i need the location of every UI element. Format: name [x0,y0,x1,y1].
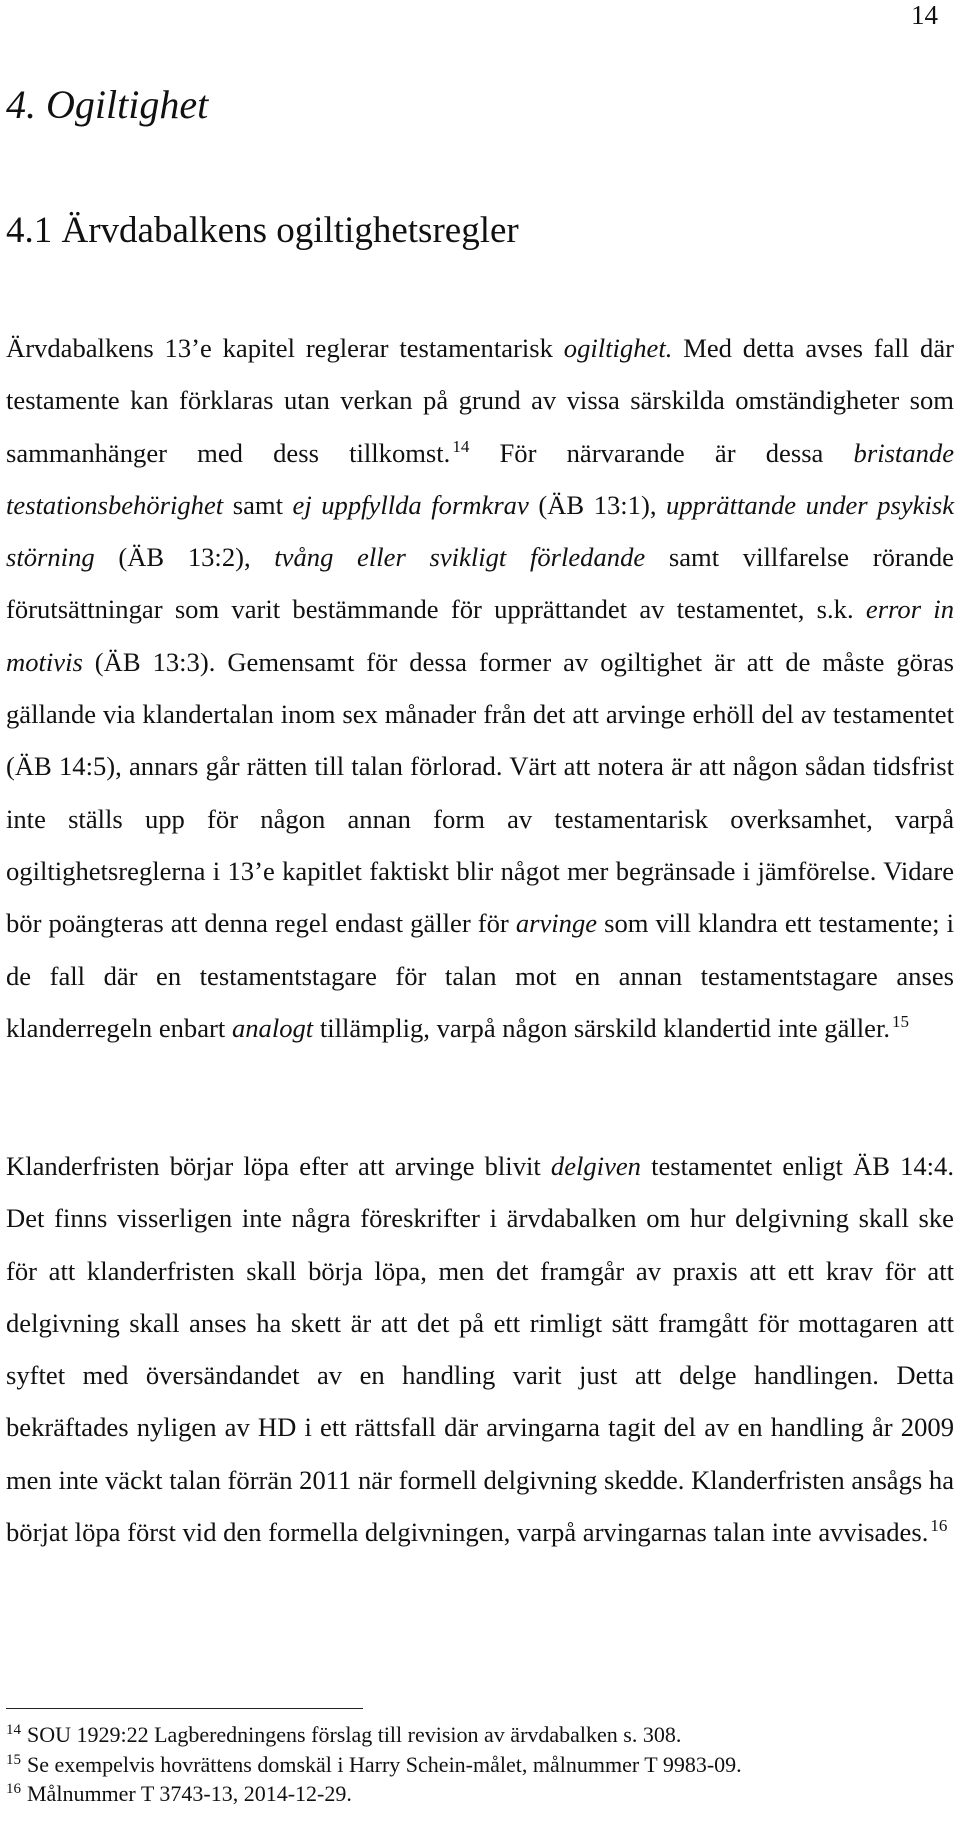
footnote-divider [6,1708,363,1709]
italic-term: tvång eller svikligt förledande [274,542,646,573]
footnote-reference[interactable]: 16 [930,1516,948,1536]
italic-term: arvinge [515,908,598,939]
body-paragraph [6,1140,954,1558]
italic-term: upprättande under psykisk störning [6,489,955,573]
footnote-number: 14 [6,1722,21,1738]
text-run: samt [223,489,293,520]
text-run: tillämplig, varpå någon särskild klandertid inte gäller. [313,1012,890,1043]
footnote-list [6,1720,954,1809]
section-heading: 4.1 Ärvdabalkens ogiltighetsregler [6,210,519,251]
text-run: Ärvdabalkens 13’e kapitel reglerar testamentarisk [6,333,564,363]
italic-term: ej uppfyllda formkrav [292,489,529,520]
footnote-text: Se exempelvis hovrättens domskäl i Harry Schein-målet, målnummer T 9983-09. [27,1751,742,1777]
page-number: 14 [911,0,938,30]
footnote-item [6,1750,954,1780]
text-run: (ÄB 13:3). Gemensamt för dessa former av ogiltighet är att de måste göras gällande via klandertalan inom sex månader från det att arvinge erhöll del av testamentet (ÄB 14:5), annars går rätten till talan förlorad. Värt att notera är att någon sådan tidsfrist inte ställs upp för någon annan form av testamentarisk overksamhet, varpå ogiltighetsreglerna i 13’e kapitlet faktiskt blir något mer begränsade i jämförelse. Vidare bör poängteras att denna regel endast gäller för [6,646,954,939]
body-paragraph [6,322,954,1054]
text-run: För närvarande är dessa [469,437,854,468]
footnote-number: 16 [6,1781,21,1797]
footnote-item [6,1779,954,1809]
italic-term: delgiven [550,1151,641,1181]
text-run: (ÄB 13:2), [94,542,275,573]
italic-term: bristande testationsbehörighet [6,437,955,520]
text-run: Klanderfristen börjar löpa efter att arvinge blivit [6,1151,551,1181]
chapter-heading: 4. Ogiltighet [6,82,209,127]
footnote-text: Målnummer T 3743-13, 2014-12-29. [27,1781,352,1806]
footnote-reference[interactable]: 15 [892,1011,909,1031]
italic-term: error in motivis [6,594,954,677]
text-run: Med detta avses fall där testamente kan förklaras utan verkan på grund av vissa särskilda omständigheter som sammanhänger med dess tillkomst. [6,333,954,468]
text-run: (ÄB 13:1), [528,489,667,520]
italic-term: ogiltighet. [563,333,673,363]
text-run: samt villfarelse rörande förutsättningar som varit bestämmande för upprättandet av testamentet, s.k. [6,542,954,625]
footnote-number: 15 [6,1751,21,1768]
text-run: testamentet enligt ÄB 14:4. Det finns visserligen inte några föreskrifter i ärvdabalken om hur delgivning skall ske för att klanderfristen skall börja löpa, men det framgår av praxis att ett krav för att delgivning skall anses ha skett är att det på ett rimligt sätt framgått för mottagaren att syftet med översändandet av en handling varit just att delge handlingen. Detta bekräftades nyligen av HD i ett rättsfall där arvingarna tagit del av en handling år 2009 men inte väckt talan förrän 2011 när formell delgivning skedde. Klanderfristen ansågs ha börjat löpa först vid den formella delgivningen, varpå arvingarnas talan inte avvisades. [6,1151,954,1548]
italic-term: analogt [231,1012,314,1043]
footnote-reference[interactable]: 14 [452,436,470,456]
footnote-item [6,1720,954,1750]
footnote-text: SOU 1929:22 Lagberedningens förslag till revision av ärvdabalken s. 308. [27,1722,682,1747]
text-run: som vill klandra ett testamente; i de fall där en testamentstagare för talan mot en annan testamentstagare anses klanderregeln enbart [6,908,955,1043]
